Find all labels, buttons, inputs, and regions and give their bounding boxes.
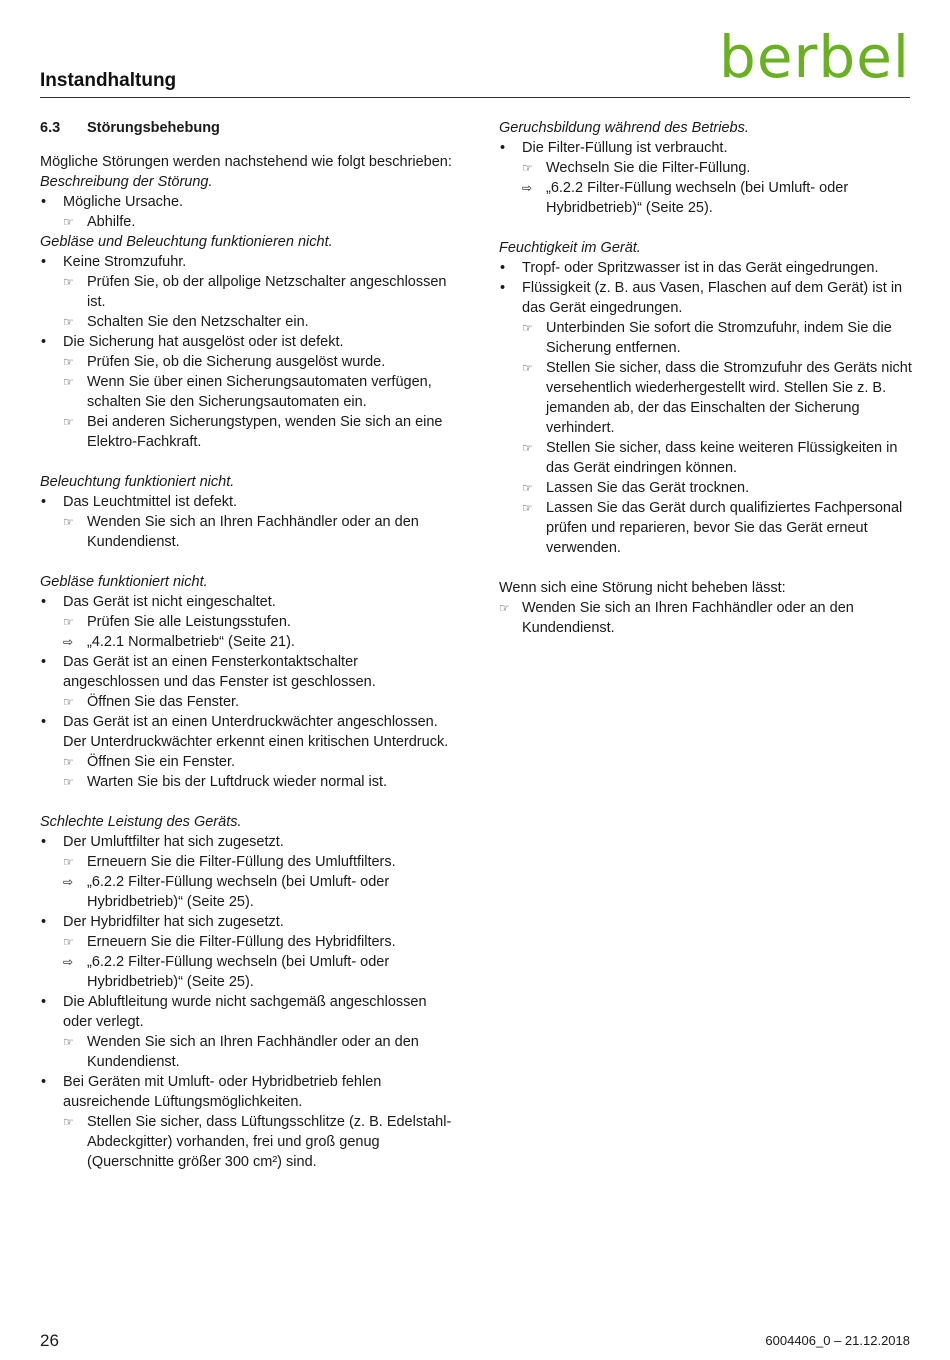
arrow-right-icon: ⇨ xyxy=(63,875,74,889)
section-heading xyxy=(40,118,455,138)
closing-remedy-text: Wenden Sie sich an Ihren Fachhändler oder an den Kundendienst. xyxy=(522,600,854,636)
pointing-hand-icon: ☞ xyxy=(522,161,533,175)
item-text: Stellen Sie sicher, dass Lüftungsschlitze (z. B. Edelstahl-Abdeckgitter) vorhanden, frei und groß genug (Querschnitte größer 300 cm²) sind. xyxy=(87,1114,452,1170)
pointing-hand-icon: ☞ xyxy=(63,515,74,529)
arrow-right-icon: ⇨ xyxy=(63,955,74,969)
cause-item xyxy=(40,252,455,272)
remedy-item xyxy=(499,158,914,178)
item-text: Die Filter-Füllung ist verbraucht. xyxy=(522,140,728,156)
cause-item xyxy=(499,258,914,278)
item-text: „6.2.2 Filter-Füllung wechseln (bei Umluft- oder Hybridbetrieb)“ (Seite 25). xyxy=(87,954,390,990)
bullet-icon: • xyxy=(41,654,47,670)
item-text: Öffnen Sie ein Fenster. xyxy=(87,754,236,770)
pointing-hand-icon: ☞ xyxy=(63,755,74,769)
item-text: Keine Stromzufuhr. xyxy=(63,254,187,270)
pointing-hand-icon: ☞ xyxy=(63,1035,74,1049)
item-text: Wechseln Sie die Filter-Füllung. xyxy=(546,160,751,176)
item-text: Stellen Sie sicher, dass die Stromzufuhr des Geräts nicht versehentlich wiederhergestellt wird. Stellen Sie z. B. jemanden ab, der das Einschalten der Sicherung verhindert. xyxy=(546,360,912,436)
bullet-icon: • xyxy=(500,260,506,276)
item-text: Das Gerät ist an einen Unterdruckwächter angeschlossen. Der Unterdruckwächter erkennt einen kritischen Unterdruck. xyxy=(63,714,449,750)
pointing-hand-icon: ☞ xyxy=(522,501,533,515)
item-text: Tropf- oder Spritzwasser ist in das Gerät eingedrungen. xyxy=(522,260,879,276)
legend-condition: Beschreibung der Störung. xyxy=(40,174,213,190)
remedy-item xyxy=(40,512,455,552)
fault-block xyxy=(499,118,914,218)
item-text: Stellen Sie sicher, dass keine weiteren Flüssigkeiten in das Gerät eindringen können. xyxy=(546,440,898,476)
fault-block xyxy=(499,238,914,558)
section-title: Störungsbehebung xyxy=(87,120,220,136)
pointing-hand-icon: ☞ xyxy=(63,935,74,949)
fault-block xyxy=(40,572,455,792)
bullet-icon: • xyxy=(41,994,47,1010)
cause-item xyxy=(40,992,455,1032)
item-text: „6.2.2 Filter-Füllung wechseln (bei Umluft- oder Hybridbetrieb)“ (Seite 25). xyxy=(546,180,849,216)
fault-block xyxy=(40,812,455,1172)
bullet-icon: • xyxy=(41,254,47,270)
item-text: Der Hybridfilter hat sich zugesetzt. xyxy=(63,914,284,930)
fault-condition: Feuchtigkeit im Gerät. xyxy=(499,240,641,256)
right-column xyxy=(499,118,914,638)
remedy-item xyxy=(40,412,455,452)
item-text: Flüssigkeit (z. B. aus Vasen, Flaschen auf dem Gerät) ist in das Gerät eingedrungen. xyxy=(522,280,903,316)
item-text: Das Gerät ist nicht eingeschaltet. xyxy=(63,594,276,610)
page-number: 26 xyxy=(40,1331,59,1350)
legend-remedy-text: Abhilfe. xyxy=(87,214,136,230)
remedy-item xyxy=(499,438,914,478)
item-text: Prüfen Sie, ob der allpolige Netzschalter angeschlossen ist. xyxy=(87,274,447,310)
fault-condition: Gebläse funktioniert nicht. xyxy=(40,574,208,590)
item-text: Wenden Sie sich an Ihren Fachhändler oder an den Kundendienst. xyxy=(87,1034,419,1070)
remedy-item xyxy=(40,772,455,792)
pointing-hand-icon: ☞ xyxy=(63,275,74,289)
pointing-hand-icon: ☞ xyxy=(63,375,74,389)
pointing-hand-icon: ☞ xyxy=(63,1115,74,1129)
remedy-item xyxy=(499,498,914,558)
bullet-icon: • xyxy=(500,280,506,296)
item-text: Die Sicherung hat ausgelöst oder ist defekt. xyxy=(63,334,344,350)
remedy-item xyxy=(40,312,455,332)
fault-condition: Gebläse und Beleuchtung funktionieren nicht. xyxy=(40,234,333,250)
bullet-icon: • xyxy=(41,594,47,610)
bullet-icon: • xyxy=(41,194,47,210)
remedy-item xyxy=(40,372,455,412)
cause-item xyxy=(40,492,455,512)
item-text: Prüfen Sie, ob die Sicherung ausgelöst wurde. xyxy=(87,354,386,370)
left-column xyxy=(40,118,455,1172)
legend-cause xyxy=(40,192,455,212)
intro-text: Mögliche Störungen werden nachstehend wie folgt beschrieben: xyxy=(40,154,452,170)
item-text: Das Leuchtmittel ist defekt. xyxy=(63,494,238,510)
item-text: „4.2.1 Normalbetrieb“ (Seite 21). xyxy=(87,634,295,650)
header-divider xyxy=(40,97,910,98)
cause-item xyxy=(499,138,914,158)
pointing-hand-icon: ☞ xyxy=(63,855,74,869)
reference-item xyxy=(40,872,455,912)
item-text: Wenn Sie über einen Sicherungsautomaten verfügen, schalten Sie den Sicherungsautomaten ein. xyxy=(87,374,432,410)
item-text: Prüfen Sie alle Leistungsstufen. xyxy=(87,614,291,630)
item-text: Bei anderen Sicherungstypen, wenden Sie sich an eine Elektro-Fachkraft. xyxy=(87,414,443,450)
pointing-hand-icon: ☞ xyxy=(63,415,74,429)
pointing-hand-icon: ☞ xyxy=(63,215,74,229)
remedy-item xyxy=(40,272,455,312)
bullet-icon: • xyxy=(41,714,47,730)
remedy-item xyxy=(40,612,455,632)
bullet-icon: • xyxy=(41,834,47,850)
item-text: Unterbinden Sie sofort die Stromzufuhr, indem Sie die Sicherung entfernen. xyxy=(546,320,892,356)
cause-item xyxy=(40,712,455,752)
section-number: 6.3 xyxy=(40,120,61,136)
remedy-item xyxy=(40,1032,455,1072)
arrow-right-icon: ⇨ xyxy=(63,635,74,649)
closing-text: Wenn sich eine Störung nicht beheben lässt: xyxy=(499,580,786,596)
remedy-item xyxy=(499,318,914,358)
legend-cause-text: Mögliche Ursache. xyxy=(63,194,184,210)
bullet-icon: • xyxy=(41,334,47,350)
bullet-icon: • xyxy=(41,914,47,930)
item-text: Warten Sie bis der Luftdruck wieder normal ist. xyxy=(87,774,388,790)
item-text: Das Gerät ist an einen Fensterkontaktschalter angeschlossen und das Fenster ist geschlossen. xyxy=(63,654,376,690)
legend-remedy xyxy=(40,212,455,232)
fault-condition: Beleuchtung funktioniert nicht. xyxy=(40,474,235,490)
pointing-hand-icon: ☞ xyxy=(63,355,74,369)
cause-item xyxy=(40,332,455,352)
cause-item xyxy=(40,832,455,852)
item-text: Die Abluftleitung wurde nicht sachgemäß angeschlossen oder verlegt. xyxy=(63,994,427,1030)
item-text: Schalten Sie den Netzschalter ein. xyxy=(87,314,309,330)
item-text: Der Umluftfilter hat sich zugesetzt. xyxy=(63,834,284,850)
remedy-item xyxy=(40,852,455,872)
remedy-item xyxy=(40,692,455,712)
faults-right xyxy=(499,118,914,558)
cause-item xyxy=(499,278,914,318)
item-text: Öffnen Sie das Fenster. xyxy=(87,694,240,710)
cause-item xyxy=(40,592,455,612)
document-id: 6004406_0 – 21.12.2018 xyxy=(765,1333,910,1348)
item-text: Lassen Sie das Gerät durch qualifiziertes Fachpersonal prüfen und reparieren, bevor Sie das Gerät erneut verwenden. xyxy=(546,500,903,556)
item-text: Bei Geräten mit Umluft- oder Hybridbetrieb fehlen ausreichende Lüftungsmöglichkeiten. xyxy=(63,1074,382,1110)
item-text: „6.2.2 Filter-Füllung wechseln (bei Umluft- oder Hybridbetrieb)“ (Seite 25). xyxy=(87,874,390,910)
fault-block xyxy=(40,232,455,452)
arrow-right-icon: ⇨ xyxy=(522,181,533,195)
closing-remedy xyxy=(499,598,914,638)
item-text: Erneuern Sie die Filter-Füllung des Umluftfilters. xyxy=(87,854,396,870)
pointing-hand-icon: ☞ xyxy=(63,615,74,629)
pointing-hand-icon: ☞ xyxy=(63,315,74,329)
item-text: Lassen Sie das Gerät trocknen. xyxy=(546,480,750,496)
bullet-icon: • xyxy=(500,140,506,156)
fault-condition: Schlechte Leistung des Geräts. xyxy=(40,814,242,830)
remedy-item xyxy=(40,1112,455,1172)
faults-left xyxy=(40,232,455,1172)
remedy-item xyxy=(40,932,455,952)
pointing-hand-icon: ☞ xyxy=(499,601,510,615)
remedy-item xyxy=(499,478,914,498)
header-title: Instandhaltung xyxy=(40,70,177,91)
bullet-icon: • xyxy=(41,1074,47,1090)
pointing-hand-icon: ☞ xyxy=(63,695,74,709)
remedy-item xyxy=(499,358,914,438)
remedy-item xyxy=(40,352,455,372)
cause-item xyxy=(40,912,455,932)
pointing-hand-icon: ☞ xyxy=(63,775,74,789)
pointing-hand-icon: ☞ xyxy=(522,361,533,375)
berbel-logo: berbel xyxy=(719,23,910,91)
reference-item xyxy=(40,952,455,992)
closing-block xyxy=(499,578,914,638)
cause-item xyxy=(40,652,455,692)
pointing-hand-icon: ☞ xyxy=(522,441,533,455)
reference-item xyxy=(40,632,455,652)
bullet-icon: • xyxy=(41,494,47,510)
pointing-hand-icon: ☞ xyxy=(522,321,533,335)
fault-condition: Geruchsbildung während des Betriebs. xyxy=(499,120,749,136)
item-text: Erneuern Sie die Filter-Füllung des Hybridfilters. xyxy=(87,934,396,950)
fault-block xyxy=(40,472,455,552)
cause-item xyxy=(40,1072,455,1112)
remedy-item xyxy=(40,752,455,772)
item-text: Wenden Sie sich an Ihren Fachhändler oder an den Kundendienst. xyxy=(87,514,419,550)
pointing-hand-icon: ☞ xyxy=(522,481,533,495)
reference-item xyxy=(499,178,914,218)
